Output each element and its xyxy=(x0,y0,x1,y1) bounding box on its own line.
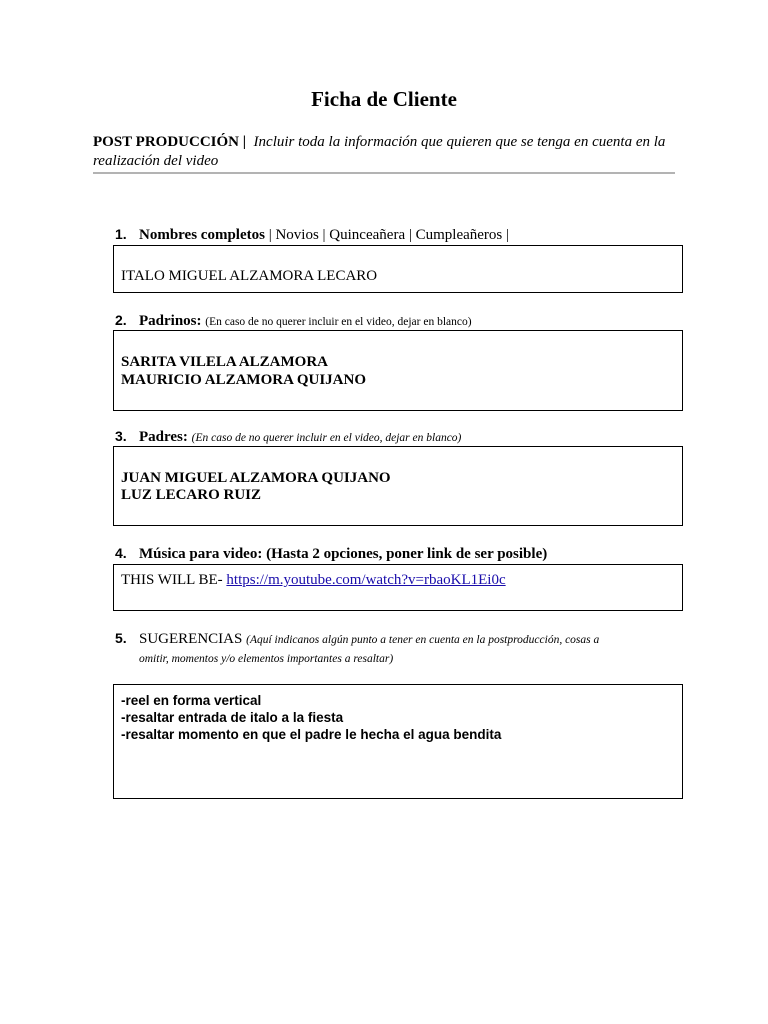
section-number: 4. xyxy=(115,545,127,561)
youtube-link[interactable]: https://m.youtube.com/watch?v=rbaoKL1Ei0c xyxy=(226,572,506,588)
intro xyxy=(93,133,683,171)
answer-line: -reel en forma vertical xyxy=(121,693,262,708)
section-4-label xyxy=(115,544,675,564)
intro-heading: POST PRODUCCIÓN | xyxy=(93,134,247,150)
section-number: 3. xyxy=(115,428,127,444)
answer-line: -resaltar entrada de italo a la fiesta xyxy=(121,710,344,725)
answer-line: -resaltar momento en que el padre le hecha el agua bendita xyxy=(121,727,502,742)
section-5-label xyxy=(115,629,675,669)
answer-line: MAURICIO ALZAMORA QUIJANO xyxy=(121,372,367,388)
section-2-note: (En caso de no querer incluir en el video, dejar en blanco) xyxy=(205,316,472,328)
intro-description: Incluir toda la información que quieren que se tenga en cuenta en la realización del video xyxy=(93,134,666,169)
names-answer-box[interactable] xyxy=(113,245,683,293)
section-2-title: Padrinos: xyxy=(139,313,202,329)
section-number: 1. xyxy=(115,226,127,242)
section-5-title: SUGERENCIAS xyxy=(139,631,243,647)
suggestions-answer-box[interactable] xyxy=(113,684,683,799)
section-2-label xyxy=(115,311,675,332)
section-3-note: (En caso de no querer incluir en el video, dejar en blanco) xyxy=(191,432,462,444)
music-answer-box[interactable] xyxy=(113,564,683,611)
answer-line: LUZ LECARO RUIZ xyxy=(121,487,262,503)
section-3-title: Padres: xyxy=(139,429,188,445)
music-prefix: THIS WILL BE- xyxy=(121,572,227,588)
divider xyxy=(93,172,675,174)
page-title: Ficha de Cliente xyxy=(311,87,457,111)
section-5-note-line2: omitir, momentos y/o elementos importantes a resaltar) xyxy=(139,653,394,665)
section-5-note-line1: (Aquí indicanos algún punto a tener en cuenta en la postproducción, cosas a xyxy=(246,634,600,646)
parents-answer-box[interactable] xyxy=(113,446,683,526)
answer-line: ITALO MIGUEL ALZAMORA LECARO xyxy=(121,268,378,284)
section-number: 5. xyxy=(115,630,127,646)
section-4-title: Música para video: (Hasta 2 opciones, poner link de ser posible) xyxy=(139,546,548,562)
section-1-title: Nombres completos xyxy=(139,227,265,243)
section-1-options: | Novios | Quinceañera | Cumpleañeros | xyxy=(264,227,509,243)
answer-line xyxy=(121,572,506,589)
godparents-answer-box[interactable] xyxy=(113,330,683,411)
answer-line: JUAN MIGUEL ALZAMORA QUIJANO xyxy=(121,470,391,486)
section-number: 2. xyxy=(115,312,127,328)
section-1-label xyxy=(115,225,675,245)
section-3-label xyxy=(115,427,675,448)
answer-line: SARITA VILELA ALZAMORA xyxy=(121,354,328,370)
